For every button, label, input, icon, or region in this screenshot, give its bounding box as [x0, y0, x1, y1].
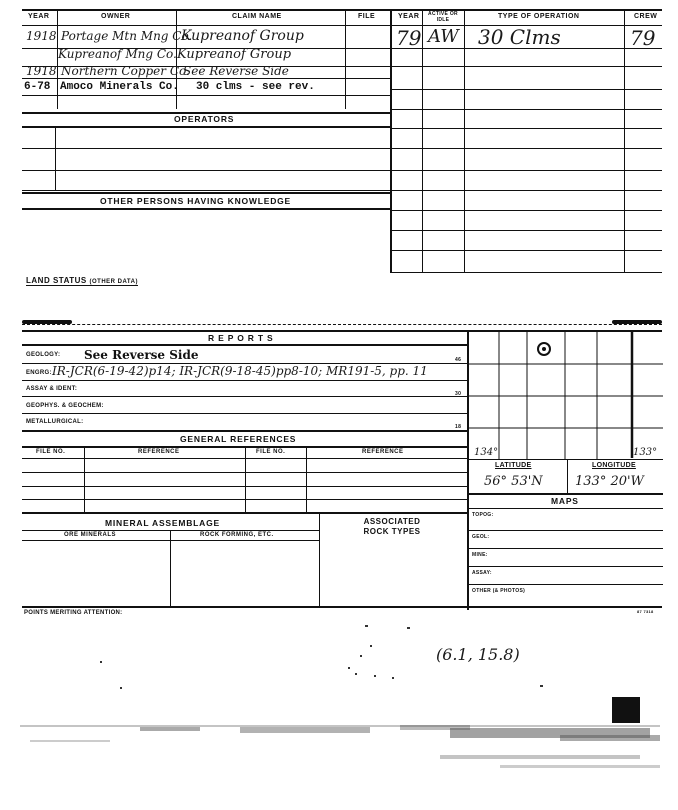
land-status-label: LAND STATUS: [26, 276, 87, 285]
associated-rock-types: ASSOCIATED ROCK TYPES: [363, 517, 421, 536]
row4-claim: 30 clms - see rev.: [196, 81, 315, 93]
col-crew: CREW: [634, 13, 658, 20]
latitude-label: LATITUDE: [495, 462, 532, 469]
col-year: YEAR: [28, 13, 50, 20]
map-right-number: 133°: [633, 447, 658, 458]
topog-label: TOPOG:: [472, 512, 494, 518]
geol-label: GEOL:: [472, 534, 490, 540]
assay-map-label: ASSAY:: [472, 570, 492, 576]
row1-owner: Portage Mtn Mng Co.: [61, 29, 193, 43]
general-references-title: GENERAL REFERENCES: [180, 434, 297, 444]
land-status-sub: (OTHER DATA): [89, 279, 138, 285]
map-grid: [467, 330, 663, 460]
map-left-number: 134°: [474, 447, 499, 458]
rock-forming: ROCK FORMING, ETC.: [200, 532, 274, 538]
gr-reference-2: REFERENCE: [362, 449, 404, 455]
row3-year: 1918: [26, 64, 57, 78]
assay-label: ASSAY & IDENT:: [26, 386, 78, 392]
col-year-2: YEAR: [398, 13, 420, 20]
margin-18: 18: [455, 424, 462, 430]
other-photos-label: OTHER (& PHOTOS): [472, 588, 526, 594]
engrg-label: ENGRG:: [26, 370, 52, 376]
ore-minerals: ORE MINERALS: [64, 532, 117, 538]
row4-year: 6-78: [24, 81, 51, 93]
geophys-label: GEOPHYS. & GEOCHEM:: [26, 403, 104, 409]
form-code: 87 7318: [637, 609, 654, 614]
maps-label: MAPS: [551, 496, 579, 506]
mine-label: MINE:: [472, 552, 488, 558]
location-marker-icon: [537, 342, 551, 356]
scan-noise: [0, 615, 678, 810]
metallurgical-label: METALLURGICAL:: [26, 419, 84, 425]
op-crew: 79: [630, 26, 656, 50]
handwritten-note: (6.1, 15.8): [436, 645, 520, 664]
gr-file-no-1: FILE NO.: [36, 449, 66, 455]
col-owner: OWNER: [101, 13, 131, 20]
reports-title: R E P O R T S: [208, 333, 274, 343]
col-file: FILE: [358, 13, 376, 20]
mineral-assemblage-title: MINERAL ASSEMBLAGE: [105, 518, 220, 528]
gr-file-no-2: FILE NO.: [256, 449, 286, 455]
latitude-value: 56° 53'N: [484, 474, 543, 489]
row4-owner: Amoco Minerals Co.: [60, 81, 179, 93]
longitude-label: LONGITUDE: [592, 462, 636, 469]
gr-reference-1: REFERENCE: [138, 449, 180, 455]
margin-30: 30: [455, 391, 462, 397]
margin-46: 46: [455, 357, 462, 363]
operators-label: OPERATORS: [174, 114, 235, 124]
row1-claim: Kupreanof Group: [181, 28, 304, 44]
op-year: 79: [396, 26, 422, 50]
op-type: 30 Clms: [478, 25, 561, 49]
row2-claim: Kupreanof Group: [177, 47, 292, 62]
row3-owner: Northern Copper Co.: [61, 64, 190, 78]
col-active: ACTIVE OR IDLE: [428, 11, 458, 23]
longitude-value: 133° 20'W: [575, 474, 644, 489]
col-type: TYPE OF OPERATION: [498, 13, 580, 20]
engrg-value: IR-JCR(6-19-42)p14; IR-JCR(9-18-45)pp8-10; MR191-5, pp. 11: [52, 364, 428, 378]
geology-label: GEOLOGY:: [26, 352, 61, 358]
land-status: [26, 276, 138, 286]
col-claim-name: CLAIM NAME: [232, 13, 282, 20]
other-persons-label: OTHER PERSONS HAVING KNOWLEDGE: [100, 196, 292, 206]
geology-value: See Reverse Side: [84, 348, 199, 362]
row1-year: 1918: [26, 29, 57, 43]
points-label: POINTS MERITING ATTENTION:: [24, 610, 123, 616]
op-active: AW: [428, 26, 459, 47]
row2-owner: Kupreanof Mng Co.: [58, 47, 177, 61]
row3-claim: See Reverse Side: [183, 64, 289, 78]
